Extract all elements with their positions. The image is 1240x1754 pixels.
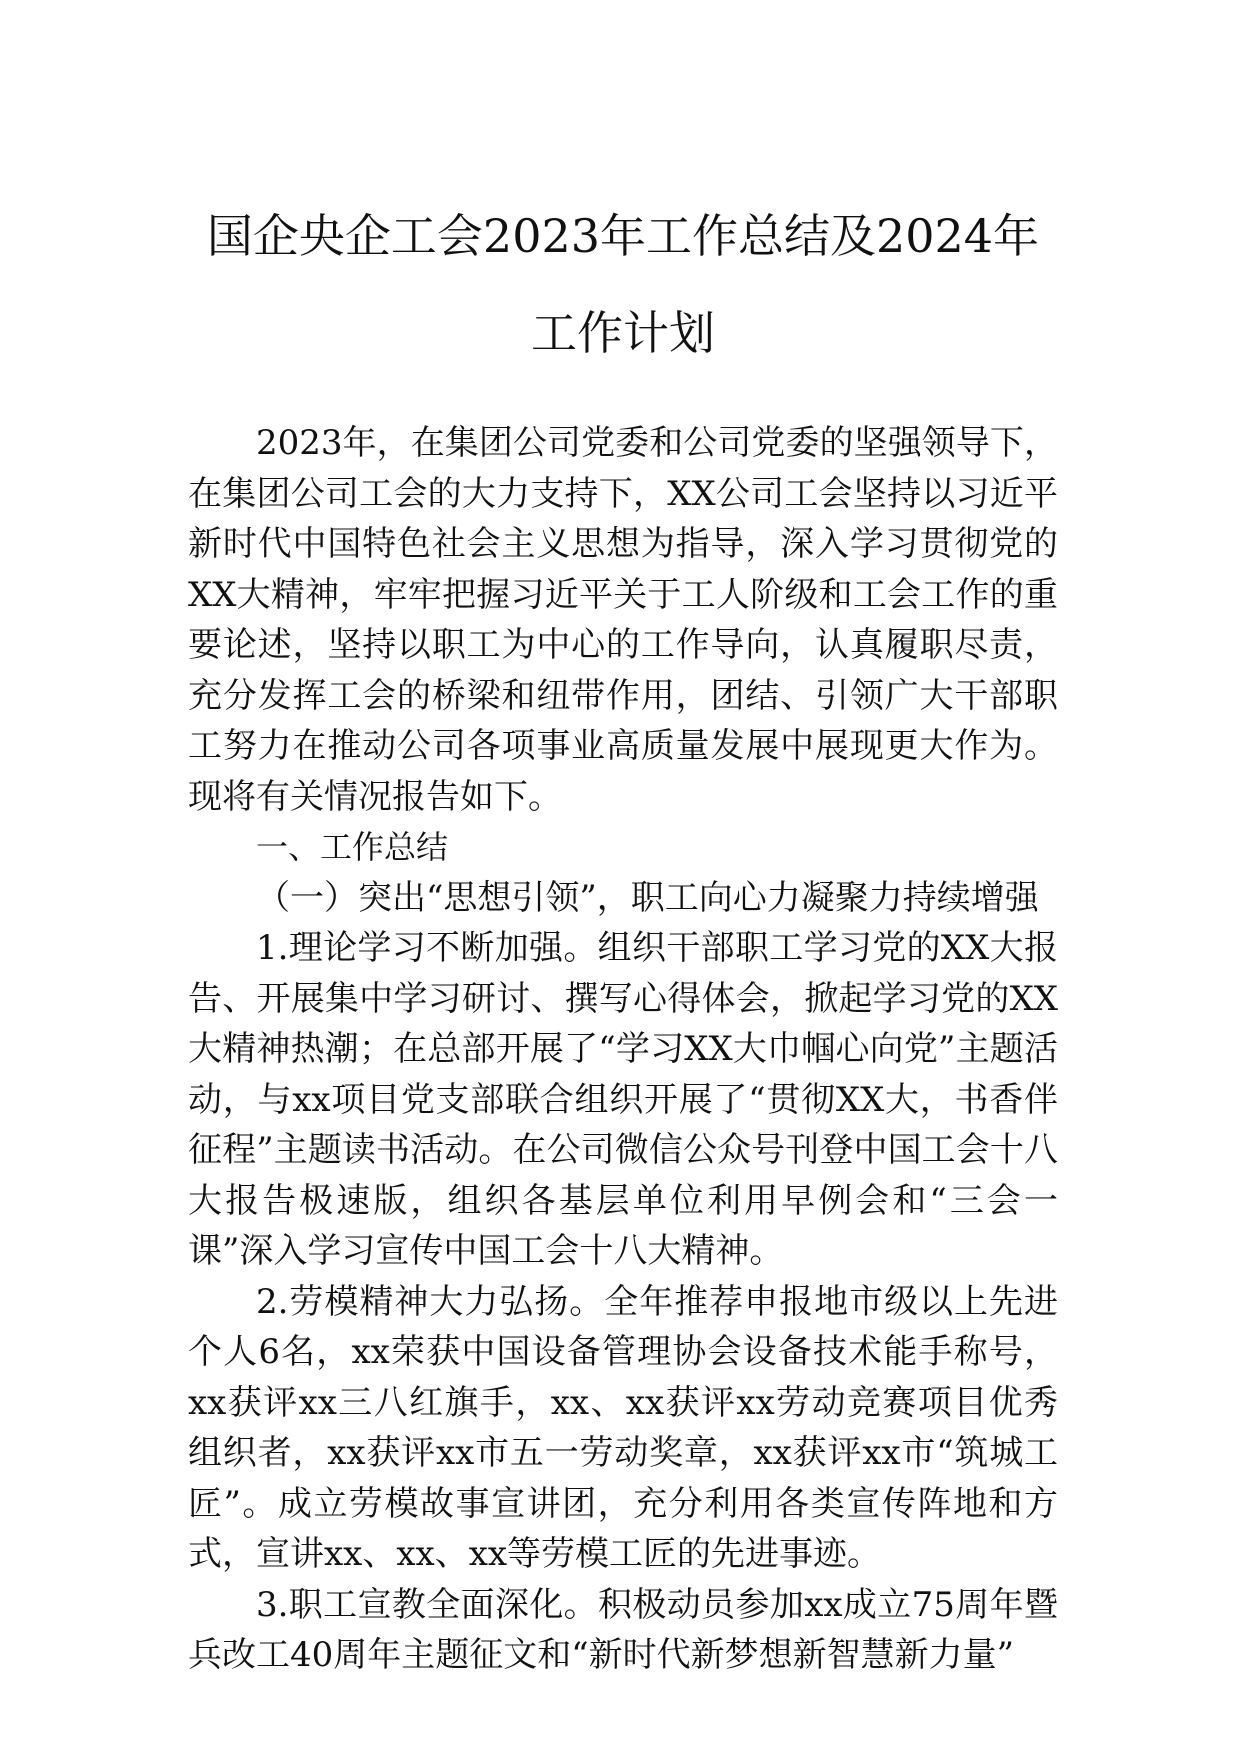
document-title: 国企央企工会2023年工作总结及2024年工作计划 (206, 209, 1040, 360)
paragraph-theory-study: 1.理论学习不断加强。组织干部职工学习党的XX大报告、开展集中学习研讨、撰写心得体会，掀起学习党的XX大精神热潮；在总部开展了“学习XX大巾帼心向党”主题活动，与xx项目党支部联合组织开展了“贯彻XX大，书香伴征程”主题读书活动。在公司微信公众号刊登中国工会十八大报告极速版，组织各基层单位利用早例会和“三会一课”深入学习宣传中国工会十八大精神。 (188, 928, 1058, 1271)
section-heading-work-summary: 一、工作总结 (256, 828, 449, 866)
intro-paragraph: 2023年，在集团公司党委和公司党委的坚强领导下，在集团公司工会的大力支持下，XX公司工会坚持以习近平新时代中国特色社会主义思想为指导，深入学习贯彻党的XX大精神，牢牢把握习近平关于工人阶级和工会工作的重要论述，坚持以职工为中心的工作导向，认真履职尽责，充分发挥工会的桥梁和纽带作用，团结、引领广大干部职工努力在推动公司各项事业高质量发展中展现更大作为。现将有关情况报告如下。 (188, 423, 1058, 817)
paragraph-model-worker-spirit: 2.劳模精神大力弘扬。全年推荐申报地市级以上先进个人6名，xx荣获中国设备管理协会设备技术能手称号，xx获评xx三八红旗手，xx、xx获评xx劳动竞赛项目优秀组织者，xx获评xx市五一劳动奖章，xx获评xx市“筑城工匠”。成立劳模故事宣讲团，充分利用各类宣传阵地和方式，宣讲xx、xx、xx等劳模工匠的先进事迹。 (188, 1281, 1058, 1574)
document-body (188, 418, 1058, 1681)
paragraph-staff-education: 3.职工宣教全面深化。积极动员参加xx成立75周年暨兵改工40周年主题征文和“新时代新梦想新智慧新力量” (188, 1584, 1058, 1675)
subsection-heading-ideological-guidance: （一）突出“思想引领”，职工向心力凝聚力持续增强 (256, 877, 1039, 918)
